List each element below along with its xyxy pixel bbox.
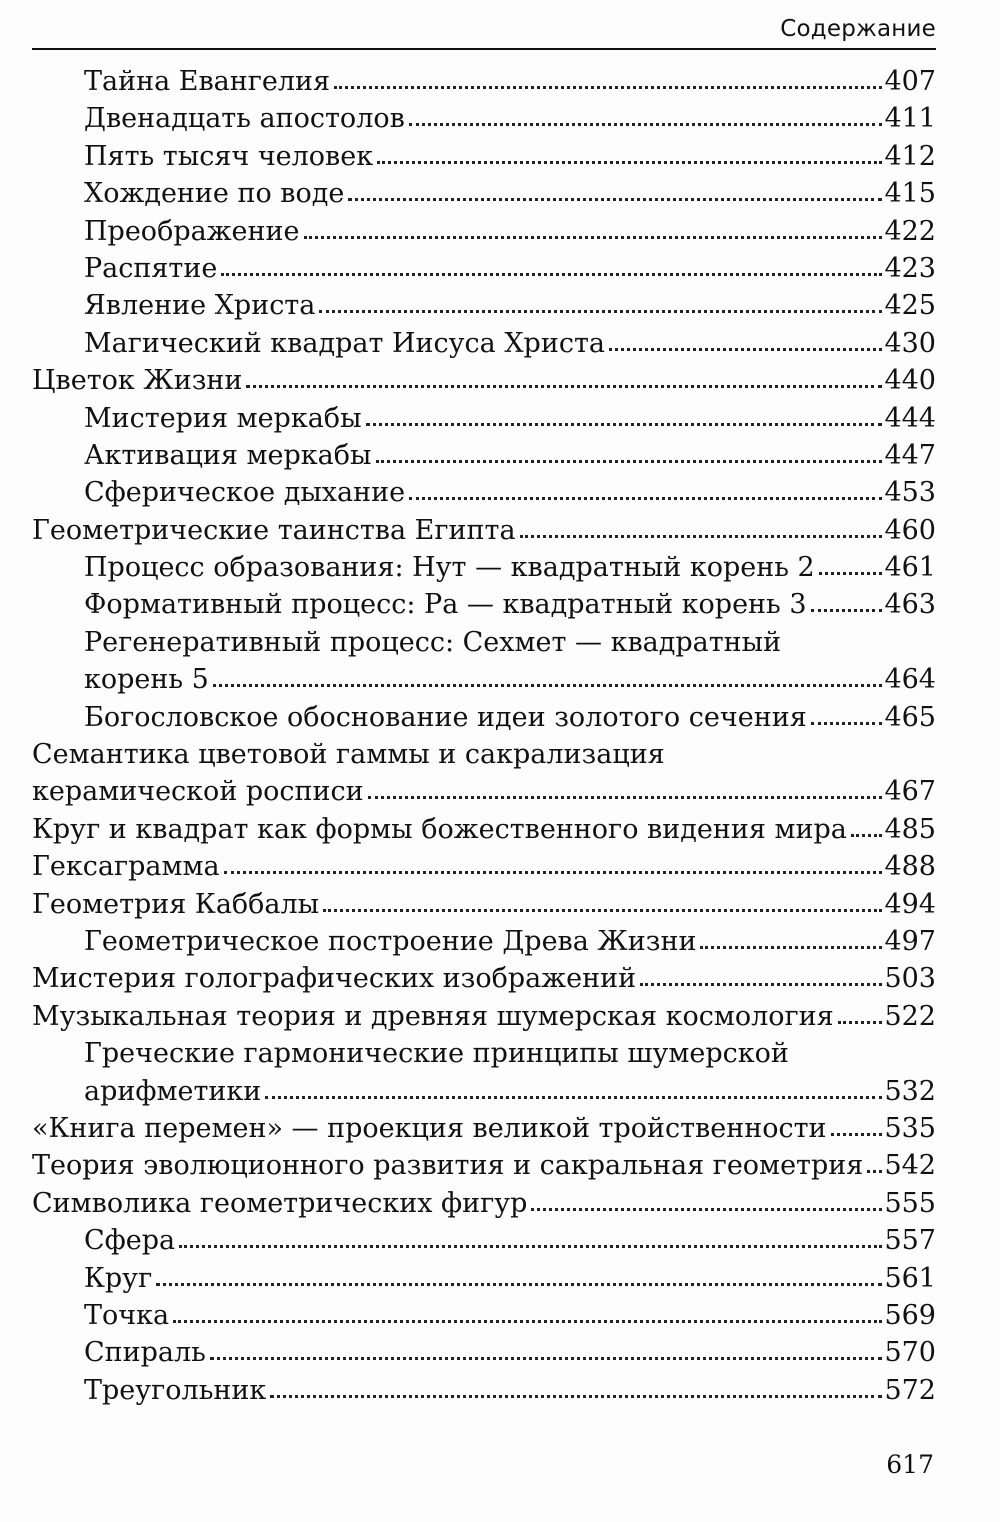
toc-entry bbox=[32, 1260, 936, 1297]
toc-entry-title: Теория эволюционного развития и сакральная геометрия bbox=[32, 1150, 864, 1182]
toc-entry-title: Формативный процесс: Ра — квадратный корень 3 bbox=[84, 589, 807, 621]
dot-leader bbox=[819, 572, 883, 575]
toc-entry-title: Геометрическое построение Древа Жизни bbox=[84, 925, 697, 957]
toc-entry-title: Мистерия меркабы bbox=[84, 402, 362, 434]
toc-entry bbox=[32, 250, 936, 287]
header-rule bbox=[32, 48, 936, 50]
toc-entry-title: Круг и квадрат как формы божественного видения мира bbox=[32, 813, 847, 845]
toc-entry-page: 463 bbox=[884, 589, 936, 621]
toc-entry-title: Музыкальная теория и древняя шумерская космология bbox=[32, 1000, 834, 1032]
toc-entry bbox=[32, 287, 936, 324]
toc-entry-title-line1: Семантика цветовой гаммы и сакрализация bbox=[32, 739, 665, 771]
toc-entry bbox=[32, 848, 936, 885]
toc-entry-page: 422 bbox=[884, 215, 936, 247]
toc-entry bbox=[32, 325, 936, 362]
toc-entry-page: 464 bbox=[884, 664, 936, 696]
toc-entry bbox=[32, 1185, 936, 1222]
toc-entry-title: Явление Христа bbox=[84, 290, 316, 322]
dot-leader bbox=[377, 161, 882, 164]
toc-entry-page: 461 bbox=[884, 552, 936, 584]
dot-leader bbox=[838, 1021, 883, 1024]
dot-leader bbox=[173, 1320, 882, 1323]
toc-entry-title: Сфера bbox=[84, 1225, 176, 1257]
toc-entry-title: Гексаграмма bbox=[32, 851, 220, 883]
toc-entry bbox=[32, 138, 936, 175]
toc-entry-title: Тайна Евангелия bbox=[84, 66, 331, 97]
dot-leader bbox=[156, 1283, 882, 1286]
page-number: 617 bbox=[886, 1450, 934, 1479]
toc-entry-page: 444 bbox=[884, 402, 936, 434]
toc-entry-page: 412 bbox=[884, 140, 936, 172]
dot-leader bbox=[304, 236, 883, 239]
dot-leader bbox=[409, 123, 883, 126]
toc-entry bbox=[32, 175, 936, 212]
toc-entry-title-line2: арифметики bbox=[84, 1075, 262, 1107]
toc-entry bbox=[32, 437, 936, 474]
toc-entry-title: Геометрические таинства Египта bbox=[32, 514, 516, 546]
toc-entry-title: Точка bbox=[84, 1299, 170, 1331]
toc-entry-title: Магический квадрат Иисуса Христа bbox=[84, 327, 605, 359]
toc-entry-title-line1: Греческие гармонические принципы шумерской bbox=[84, 1038, 789, 1070]
toc-entry-page: 465 bbox=[884, 701, 936, 733]
dot-leader bbox=[334, 86, 882, 89]
toc-entry-page: 572 bbox=[884, 1374, 936, 1406]
toc-entry-title: Активация меркабы bbox=[84, 439, 372, 471]
toc-entry-title: «Книга перемен» — проекция великой тройственности bbox=[32, 1112, 827, 1144]
toc-entry-page: 411 bbox=[884, 103, 936, 135]
toc-entry-page: 535 bbox=[884, 1112, 936, 1144]
toc-entry bbox=[32, 100, 936, 137]
toc-entry-page: 494 bbox=[884, 888, 936, 920]
toc-entry-page: 542 bbox=[884, 1150, 936, 1182]
toc-entry bbox=[32, 1110, 936, 1147]
toc-entry-multiline bbox=[32, 1035, 936, 1110]
dot-leader bbox=[224, 871, 883, 874]
toc-entry bbox=[32, 213, 936, 250]
toc-entry-multiline bbox=[32, 624, 936, 699]
dot-leader bbox=[531, 1208, 882, 1211]
toc-entry-title: Пять тысяч человек bbox=[84, 140, 374, 172]
dot-leader bbox=[319, 310, 882, 313]
dot-leader bbox=[368, 796, 883, 799]
toc-entry bbox=[32, 998, 936, 1035]
dot-leader bbox=[811, 609, 883, 612]
toc-entry-page: 453 bbox=[884, 477, 936, 509]
toc-entry-page: 415 bbox=[884, 178, 936, 210]
toc-entry-title-line2: корень 5 bbox=[84, 664, 209, 696]
toc-entry-page: 561 bbox=[884, 1262, 936, 1294]
dot-leader bbox=[221, 273, 882, 276]
toc-entry-title-line1: Регенеративный процесс: Сехмет — квадратный bbox=[84, 626, 782, 658]
toc-entry bbox=[32, 400, 936, 437]
toc-entry-page: 557 bbox=[884, 1225, 936, 1257]
dot-leader bbox=[640, 983, 882, 986]
dot-leader bbox=[213, 684, 883, 687]
toc-entry-title: Треугольник bbox=[84, 1374, 267, 1406]
toc-entry-page: 532 bbox=[884, 1075, 936, 1107]
dot-leader bbox=[265, 1096, 882, 1099]
toc-entry-page: 503 bbox=[884, 963, 936, 995]
toc-entry-page: 522 bbox=[884, 1000, 936, 1032]
dot-leader bbox=[323, 909, 882, 912]
toc-entry bbox=[32, 586, 936, 623]
dot-leader bbox=[210, 1357, 883, 1360]
dot-leader bbox=[409, 497, 882, 500]
toc-entry bbox=[32, 1297, 936, 1334]
toc-entry-title: Круг bbox=[84, 1262, 153, 1294]
dot-leader bbox=[811, 722, 883, 725]
toc-entry-page: 497 bbox=[884, 925, 936, 957]
toc-entry-title: Спираль bbox=[84, 1337, 206, 1369]
toc-entry bbox=[32, 1372, 936, 1409]
toc-entry bbox=[32, 1147, 936, 1184]
toc-entry-page: 460 bbox=[884, 514, 936, 546]
toc-entry-page: 440 bbox=[884, 365, 936, 397]
toc-entry bbox=[32, 474, 936, 511]
toc-entry-title: Геометрия Каббалы bbox=[32, 888, 320, 920]
toc-entry bbox=[32, 549, 936, 586]
toc-entry bbox=[32, 923, 936, 960]
toc-entry-line2 bbox=[84, 661, 936, 698]
table-of-contents bbox=[32, 63, 936, 1409]
toc-entry-page: 569 bbox=[884, 1299, 936, 1331]
toc-entry bbox=[32, 960, 936, 997]
toc-entry-page: 423 bbox=[884, 252, 936, 284]
toc-entry-title: Цветок Жизни bbox=[32, 365, 243, 397]
toc-entry bbox=[32, 362, 936, 399]
toc-entry-page: 570 bbox=[884, 1337, 936, 1369]
toc-entry-title: Распятие bbox=[84, 252, 218, 284]
toc-entry-line2 bbox=[84, 1073, 936, 1110]
toc-entry bbox=[32, 1222, 936, 1259]
toc-entry-page: 485 bbox=[884, 813, 936, 845]
toc-entry-multiline bbox=[32, 736, 936, 811]
toc-entry bbox=[32, 512, 936, 549]
toc-entry-title: Преображение bbox=[84, 215, 300, 247]
dot-leader bbox=[867, 1170, 882, 1173]
dot-leader bbox=[376, 460, 883, 463]
toc-entry-page: 430 bbox=[884, 327, 936, 359]
toc-entry bbox=[32, 886, 936, 923]
dot-leader bbox=[270, 1395, 882, 1398]
dot-leader bbox=[348, 198, 882, 201]
toc-entry-title: Богословское обоснование идеи золотого сечения bbox=[84, 701, 807, 733]
dot-leader bbox=[366, 423, 883, 426]
dot-leader bbox=[700, 946, 882, 949]
toc-entry-line2 bbox=[32, 773, 936, 810]
toc-entry-title: Хождение по воде bbox=[84, 178, 345, 210]
toc-entry-page: 467 bbox=[884, 776, 936, 808]
toc-entry bbox=[32, 811, 936, 848]
toc-entry-title-line2: керамической росписи bbox=[32, 776, 364, 808]
toc-entry-title: Двенадцать апостолов bbox=[84, 103, 405, 135]
toc-entry-page: 447 bbox=[884, 439, 936, 471]
dot-leader bbox=[609, 348, 882, 351]
toc-entry-title: Процесс образования: Нут — квадратный корень 2 bbox=[84, 552, 815, 584]
toc-entry-title: Сферическое дыхание bbox=[84, 477, 406, 509]
dot-leader bbox=[179, 1245, 882, 1248]
dot-leader bbox=[246, 385, 882, 388]
toc-entry-title: Символика геометрических фигур bbox=[32, 1187, 528, 1219]
toc-entry bbox=[32, 699, 936, 736]
toc-entry-page: 555 bbox=[884, 1187, 936, 1219]
running-head: Содержание bbox=[780, 16, 936, 42]
dot-leader bbox=[520, 535, 883, 538]
dot-leader bbox=[851, 834, 883, 837]
toc-entry bbox=[32, 1334, 936, 1371]
toc-entry-page: 407 bbox=[884, 66, 936, 97]
toc-entry-page: 425 bbox=[884, 290, 936, 322]
toc-entry-title: Мистерия голографических изображений bbox=[32, 963, 637, 995]
toc-entry-page: 488 bbox=[884, 851, 936, 883]
toc-entry bbox=[32, 63, 936, 100]
dot-leader bbox=[831, 1133, 883, 1136]
